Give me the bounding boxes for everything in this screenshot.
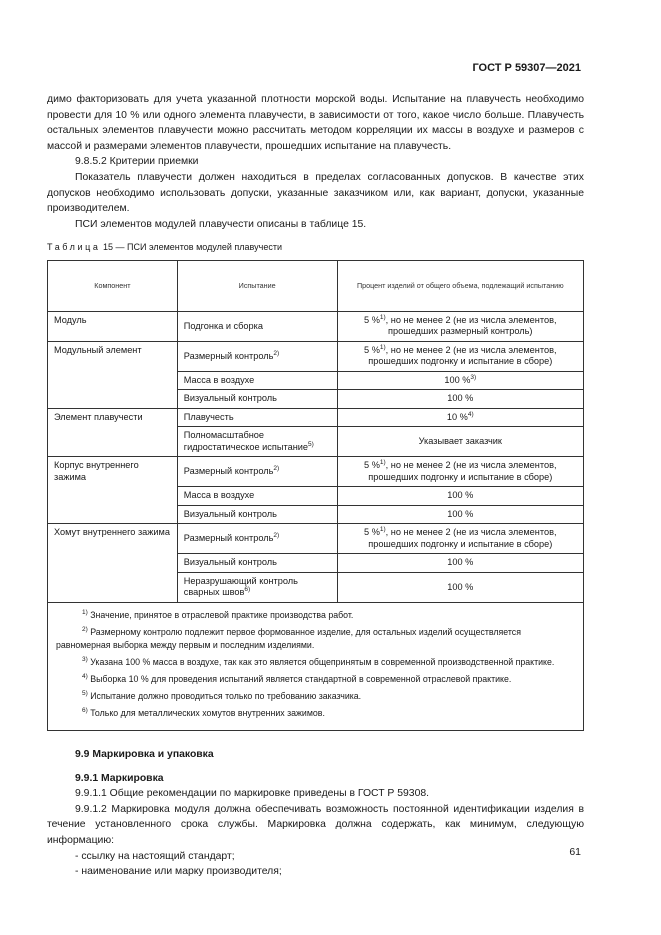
component-cell: Корпус внутреннего зажима	[48, 457, 178, 524]
test-cell: Масса в воздухе	[177, 487, 337, 506]
paragraph-module-marking: 9.9.1.2 Маркировка модуля должна обеспечивать возможность постоянной идентификации изделия в течение установленного срока службы. Маркировка должна содержать, как минимум, следующую информацию:	[47, 803, 584, 846]
header-test: Испытание	[177, 260, 337, 311]
table-row	[48, 341, 584, 371]
table-notes-row	[48, 602, 584, 730]
test-cell: Полномасштабное гидростатическое испытание$^{5)}$	[177, 427, 337, 457]
component-cell: Элемент плавучести	[48, 408, 178, 457]
table-row	[48, 524, 584, 554]
percent-cell: Указывает заказчик	[337, 427, 583, 457]
paragraph-general-recommendations: 9.9.1.1 Общие рекомендации по маркировке приведены в ГОСТ Р 59308.	[75, 788, 430, 800]
document-number: ГОСТ Р 59307—2021	[472, 62, 581, 74]
percent-cell: 100 %$^{3)}$	[337, 371, 583, 390]
table-row	[48, 311, 584, 341]
test-cell: Масса в воздухе	[177, 371, 337, 390]
test-cell: Размерный контроль$^{2)}$	[177, 457, 337, 487]
test-cell: Размерный контроль$^{2)}$	[177, 341, 337, 371]
page-number: 61	[569, 846, 581, 858]
table-caption-word: Таблица	[47, 242, 101, 253]
header-component: Компонент	[48, 260, 178, 311]
table-header-row	[48, 260, 584, 311]
component-cell: Модульный элемент	[48, 341, 178, 408]
test-cell: Визуальный контроль	[177, 505, 337, 524]
table-caption-text: 15 — ПСИ элементов модулей плавучести	[103, 242, 282, 253]
percent-cell: 5 %$^{1)}$, но не менее 2 (не из числа элементов, прошедших подгонку и испытание в сборе)	[337, 457, 583, 487]
test-cell: Подгонка и сборка	[177, 311, 337, 341]
paragraph-table-ref: ПСИ элементов модулей плавучести описаны в таблице 15.	[75, 218, 367, 230]
percent-cell: 5 %$^{1)}$, но не менее 2 (не из числа элементов, прошедших подгонку и испытание в сборе)	[337, 341, 583, 371]
percent-cell: 100 %	[337, 390, 583, 409]
test-cell: Плавучесть	[177, 408, 337, 427]
table-note: $^{3)}$ Указана 100 % масса в воздухе, так как это является общепринятым в современной производственной практике.	[82, 655, 555, 667]
percent-cell: 100 %	[337, 487, 583, 506]
component-cell: Модуль	[48, 311, 178, 341]
subsection-heading-marking: 9.9.1 Маркировка	[75, 772, 164, 784]
subsection-acceptance-criteria: 9.8.5.2 Критерии приемки	[75, 156, 199, 168]
component-cell: Хомут внутреннего зажима	[48, 524, 178, 603]
table-note: $^{2)}$ Размерному контролю подлежит первое формованное изделие, для остальных изделий осуществляется равномерная выборка между первым и последним изделиями.	[56, 625, 521, 650]
percent-cell: 100 %	[337, 572, 583, 602]
test-cell: Визуальный контроль	[177, 554, 337, 573]
table-row	[48, 457, 584, 487]
header-percent: Процент изделий от общего объема, подлежащий испытанию	[337, 260, 583, 311]
list-item: - наименование или марку производителя;	[75, 866, 282, 878]
table-caption	[47, 240, 584, 256]
paragraph-tolerances: Показатель плавучести должен находиться в пределах согласованных допусков. В качестве этих допусков необходимо использовать допуски, указанные заказчиком или, как вариант, допуски, указанные производителем.	[47, 171, 584, 215]
percent-cell: 5 %$^{1)}$, но не менее 2 (не из числа элементов, прошедших размерный контроль)	[337, 311, 583, 341]
table-note: $^{5)}$ Испытание должно проводиться только по требованию заказчика.	[82, 689, 362, 701]
table-note: $^{1)}$ Значение, принятое в отраслевой практике производства работ.	[82, 608, 354, 620]
table-note: $^{4)}$ Выборка 10 % для проведения испытаний является стандартной в современной отраслевой практике.	[82, 672, 512, 684]
test-cell: Неразрушающий контроль сварных швов$^{6)}$	[177, 572, 337, 602]
percent-cell: 5 %$^{1)}$, но не менее 2 (не из числа элементов, прошедших подгонку и испытание в сборе)	[337, 524, 583, 554]
test-cell: Визуальный контроль	[177, 390, 337, 409]
table-notes	[48, 602, 584, 730]
table-note: $^{6)}$ Только для металлических хомутов внутренних зажимов.	[82, 706, 325, 718]
section-heading-marking-packaging: 9.9 Маркировка и упаковка	[75, 748, 214, 760]
test-cell: Размерный контроль$^{2)}$	[177, 524, 337, 554]
percent-cell: 10 %$^{4)}$	[337, 408, 583, 427]
table-row	[48, 408, 584, 427]
percent-cell: 100 %	[337, 554, 583, 573]
paragraph-density: димо факторизовать для учета указанной плотности морской воды. Испытание на плавучесть необходимо провести для 10 % или одного элемента плавучести, в зависимости от того, какое число больше. Плавучесть остальных элементов плавучести можно рассчитать методом корреляции их массы в воздухе и размеров с массой и размерами элементов плавучести, прошедших испытание на плавучесть.	[47, 94, 584, 152]
list-item: - ссылку на настоящий стандарт;	[75, 850, 235, 862]
psi-table	[47, 260, 584, 731]
percent-cell: 100 %	[337, 505, 583, 524]
page-body	[47, 92, 584, 880]
